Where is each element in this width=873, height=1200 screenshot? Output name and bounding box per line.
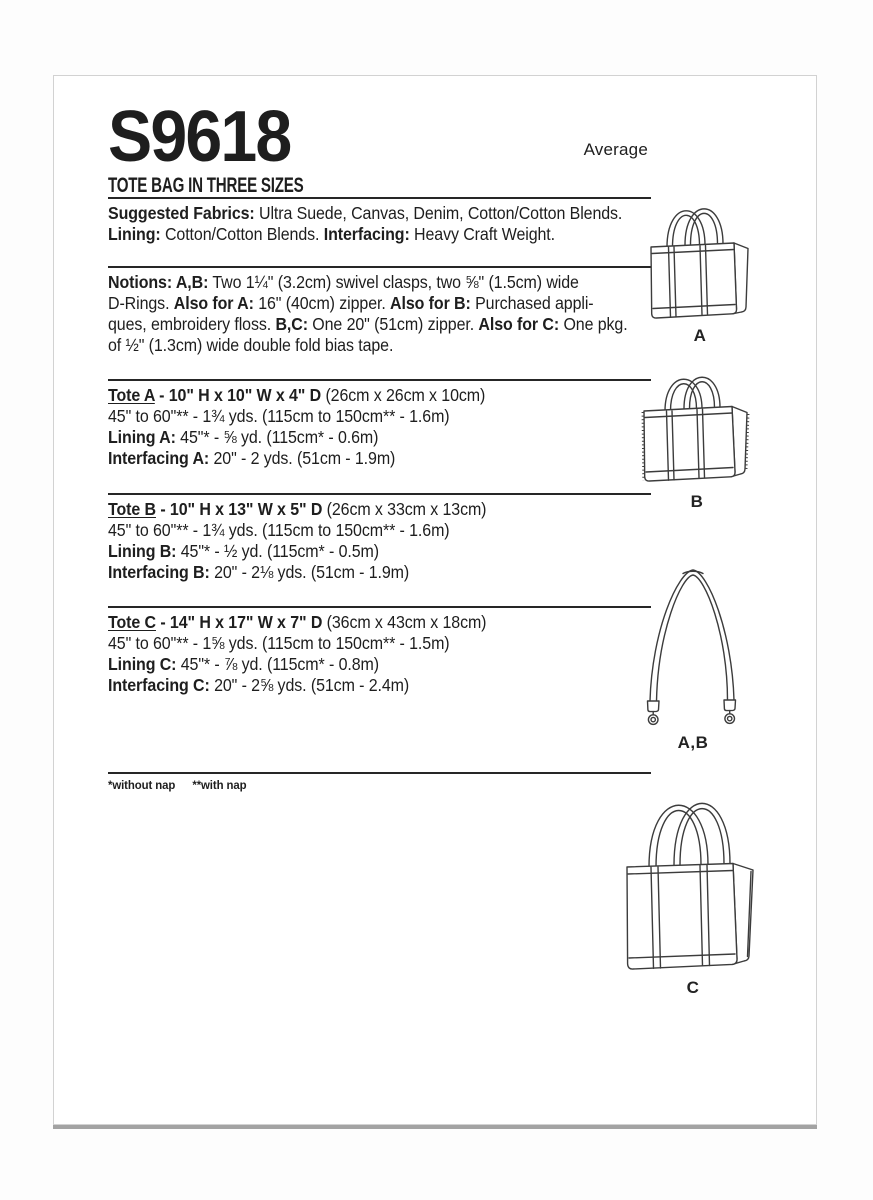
notions-text: One 20" (51cm) zipper.: [307, 314, 479, 334]
tote-c-metric: (36cm x 43cm x 18cm): [326, 612, 487, 632]
figure-tote-b: [638, 365, 756, 512]
envelope-page: [53, 75, 817, 1125]
tote-b-interfacing-value: 20" - 2⅛ yds. (51cm - 1.9m): [209, 562, 410, 582]
fabrics-line-2: [108, 224, 651, 245]
figure-ab-label: A,B: [677, 733, 709, 752]
tote-a-name: Tote A: [108, 385, 155, 405]
figure-b-label: B: [690, 492, 704, 511]
strap-right-end-cap: [724, 700, 736, 711]
notions-text: Two 1¼" (3.2cm) swivel clasps, two ⅝" (1.5cm) wide: [208, 272, 579, 292]
tote-c-front-panel: [627, 864, 737, 970]
notions-text: Purchased appli-: [470, 293, 594, 313]
tote-b-lining-label: Lining B:: [108, 541, 177, 561]
figure-tote-a: [644, 191, 756, 346]
tote-a-interfacing-value: 20" - 2 yds. (51cm - 1.9m): [209, 448, 396, 468]
tote-a-lining-line: [108, 427, 651, 448]
tote-c-back-handle-inner: [680, 809, 724, 865]
pattern-number: S9618: [108, 97, 291, 177]
strap-left-swivel-ring-inner: [651, 717, 655, 721]
tote-b-specs: [108, 499, 651, 583]
nap-footnotes: [108, 778, 264, 792]
notions-line-4: [108, 335, 651, 356]
difficulty-rating: Average: [583, 140, 648, 159]
figure-strap-ab: [634, 544, 752, 753]
tote-b-yardage-line: [108, 520, 651, 541]
divider-above-notions: [108, 266, 651, 268]
also-for-b-label: Also for B:: [390, 293, 471, 313]
tote-a-interfacing-line: [108, 448, 651, 469]
divider-above-tote-b: [108, 493, 651, 495]
tote-b-metric: (26cm x 33cm x 13cm): [326, 499, 487, 519]
tote-c-specs: [108, 612, 651, 696]
lining-value: Cotton/Cotton Blends.: [160, 224, 324, 244]
fabrics-line-1: [108, 203, 651, 224]
notions-text: D-Rings.: [108, 293, 174, 313]
figure-tote-c: [618, 779, 768, 998]
shoulder-strap-illustration: [634, 544, 752, 730]
also-for-a-label: Also for A:: [173, 293, 254, 313]
tote-c-front-handle-inner: [656, 810, 701, 867]
strap-right-swivel-ring-inner: [728, 716, 732, 720]
strap-outer-edge: [650, 570, 734, 701]
divider-above-tote-a: [108, 379, 651, 381]
fabrics-label: Suggested Fabrics:: [108, 203, 255, 223]
tote-c-interfacing-label: Interfacing C:: [108, 675, 210, 695]
tote-a-back-handle-inner: [691, 213, 718, 245]
notions-line-3: [108, 314, 651, 335]
tote-c-name: Tote C: [108, 612, 156, 632]
figure-c-label: C: [686, 978, 700, 997]
tote-b-lining-value: 45"* - ½ yd. (115cm* - 0.5m): [176, 541, 379, 561]
tote-c-lining-line: [108, 654, 651, 675]
tote-c-interfacing-value: 20" - 2⅝ yds. (51cm - 2.4m): [209, 675, 410, 695]
tote-b-dims: - 10" H x 13" W x 5" D: [155, 499, 327, 519]
tote-a-illustration: [644, 191, 756, 323]
tote-c-lining-value: 45"* - ⅞ yd. (115cm* - 0.8m): [176, 654, 379, 674]
notions-line-1: [108, 272, 651, 293]
tote-a-interfacing-label: Interfacing A:: [108, 448, 210, 468]
also-for-c-label: Also for C:: [478, 314, 560, 334]
notions-text: ques, embroidery floss.: [108, 314, 276, 334]
notions-paragraph: [108, 272, 651, 356]
tote-c-interfacing-line: [108, 675, 651, 696]
tote-a-metric: (26cm x 26cm x 10cm): [325, 385, 486, 405]
tote-a-lining-value: 45"* - ⅝ yd. (115cm* - 0.6m): [175, 427, 379, 447]
strap-left-swivel-ring-outer: [648, 715, 658, 725]
b-c-label: B,C:: [275, 314, 308, 334]
notions-label: Notions: A,B:: [108, 272, 209, 292]
tote-c-illustration: [618, 779, 768, 975]
figure-a-label: A: [693, 326, 707, 345]
without-nap-note: *without nap: [108, 778, 176, 792]
tote-c-front-handle-outer: [649, 805, 708, 867]
notions-text: 16" (40cm) zipper.: [253, 293, 391, 313]
divider-above-footnotes: [108, 772, 651, 774]
notions-text: One pkg.: [559, 314, 628, 334]
tote-c-dims: - 14" H x 17" W x 7" D: [155, 612, 327, 632]
strap-inner-edge: [657, 575, 728, 701]
tote-a-dims: - 10" H x 10" W x 4" D: [154, 385, 326, 405]
notions-text: of ½" (1.3cm) wide double fold bias tape.: [108, 335, 394, 355]
tote-a-dimensions-line: [108, 385, 651, 406]
tote-a-yardage: 45" to 60"** - 1¾ yds. (115cm to 150cm** - 1.6m): [108, 406, 450, 426]
divider-above-tote-c: [108, 606, 651, 608]
tote-b-illustration: [638, 365, 756, 489]
tote-b-dimensions-line: [108, 499, 651, 520]
tote-c-yardage: 45" to 60"** - 1⅝ yds. (115cm to 150cm** - 1.5m): [108, 633, 450, 653]
tote-a-yardage-line: [108, 406, 651, 427]
tote-c-lining-label: Lining C:: [108, 654, 177, 674]
strap-right-swivel-ring-outer: [725, 714, 735, 724]
fabrics-list: Ultra Suede, Canvas, Denim, Cotton/Cotton Blends.: [254, 203, 623, 223]
tote-c-dimensions-line: [108, 612, 651, 633]
tote-a-specs: [108, 385, 651, 469]
tote-b-yardage: 45" to 60"** - 1¾ yds. (115cm to 150cm** - 1.6m): [108, 520, 450, 540]
suggested-fabrics-paragraph: [108, 203, 651, 245]
tote-b-interfacing-line: [108, 562, 651, 583]
tote-b-left-edge-stitching: [643, 412, 644, 481]
tote-b-interfacing-label: Interfacing B:: [108, 562, 210, 582]
interfacing-value: Heavy Craft Weight.: [409, 224, 555, 244]
notions-line-2: [108, 293, 651, 314]
lining-label: Lining:: [108, 224, 161, 244]
strap-left-end-cap: [648, 701, 660, 712]
tote-b-name: Tote B: [108, 499, 156, 519]
interfacing-label: Interfacing:: [323, 224, 410, 244]
pattern-title: TOTE BAG IN THREE SIZES: [108, 174, 304, 197]
tote-a-lining-label: Lining A:: [108, 427, 176, 447]
with-nap-note: **with nap: [192, 778, 247, 792]
divider-under-title: [108, 197, 651, 199]
tote-b-lining-line: [108, 541, 651, 562]
tote-c-yardage-line: [108, 633, 651, 654]
